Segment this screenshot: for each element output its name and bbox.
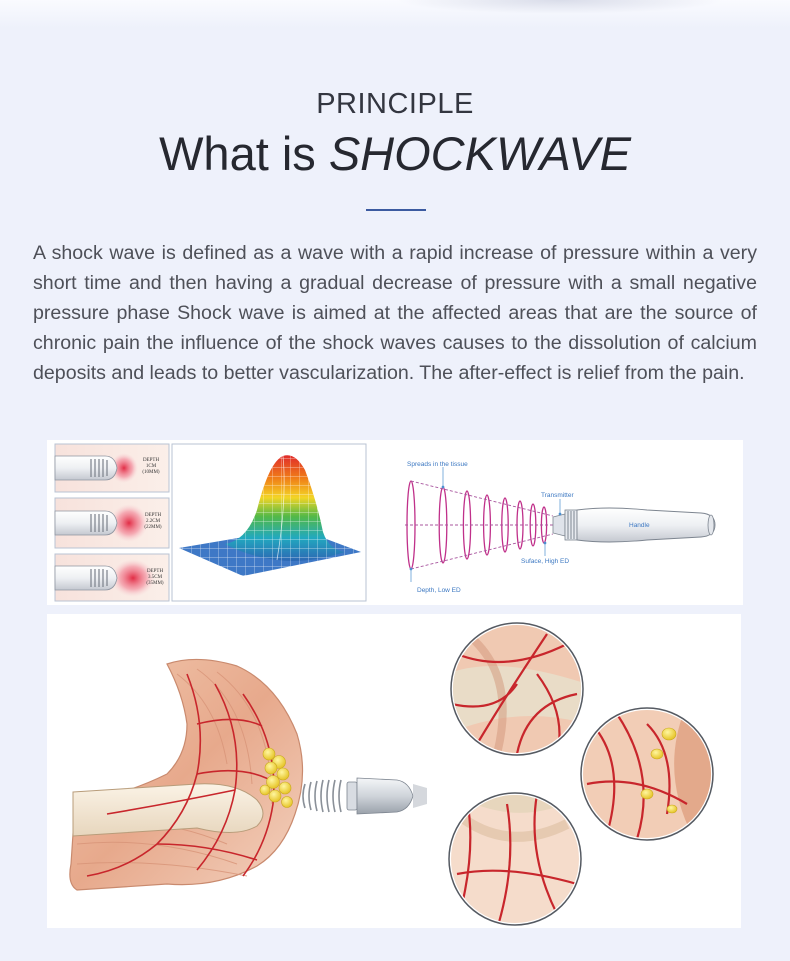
depth-card-2 [55, 498, 169, 548]
depth-card-3-cm: 3.5CM [147, 575, 163, 580]
label-surface: Suface, High ED [521, 558, 570, 565]
pressure-peak-image [172, 444, 366, 601]
detail-circle-3 [445, 789, 585, 928]
shockwave-probe [303, 778, 427, 814]
label-transmitter: Transmitter [541, 492, 574, 499]
bottom-illustration-panel [47, 614, 741, 928]
elbow-illustration [47, 614, 741, 928]
depth-card-1-cm: 1CM [145, 464, 157, 469]
depth-card-3 [55, 554, 169, 601]
label-spreads: Spreads in the tissue [407, 461, 468, 468]
wave-propagation-diagram [405, 461, 715, 594]
depth-card-1-title: DEPTH [142, 458, 160, 463]
elbow-anatomy [70, 659, 303, 890]
section-eyebrow: PRINCIPLE [316, 88, 474, 120]
depth-card-2-mm: (22MM) [144, 525, 162, 530]
top-illustration-panel [47, 440, 743, 605]
depth-card-1 [55, 444, 169, 492]
title-divider [366, 209, 426, 211]
title-prefix: What is [159, 127, 329, 180]
label-handle: Handle [629, 522, 650, 529]
depth-card-1-mm: (10MM) [142, 470, 160, 475]
page-title [0, 126, 790, 181]
title-emphasis: SHOCKWAVE [328, 127, 631, 180]
detail-circle-1 [447, 619, 587, 759]
depth-card-2-title: DEPTH [144, 513, 162, 518]
depth-card-3-title: DEPTH [146, 569, 164, 574]
top-shadow [395, 0, 725, 14]
top-illustration [47, 440, 743, 605]
description-paragraph: A shock wave is defined as a wave with a rapid increase of pressure within a very short time and then having a gradual decrease of pressure with a small negative pressure phase Shock wave is aimed at the affected areas that are the source of chronic pain the influence of the shock waves causes to the dissolution of calcium deposits and leads to better vascularization. The after-effect is relief from the pain. [33, 242, 757, 384]
label-depth: Depth, Low ED [417, 587, 461, 594]
depth-card-2-cm: 2.2CM [145, 519, 161, 524]
depth-card-3-mm: (35MM) [146, 581, 164, 586]
detail-circle-2 [577, 704, 717, 844]
